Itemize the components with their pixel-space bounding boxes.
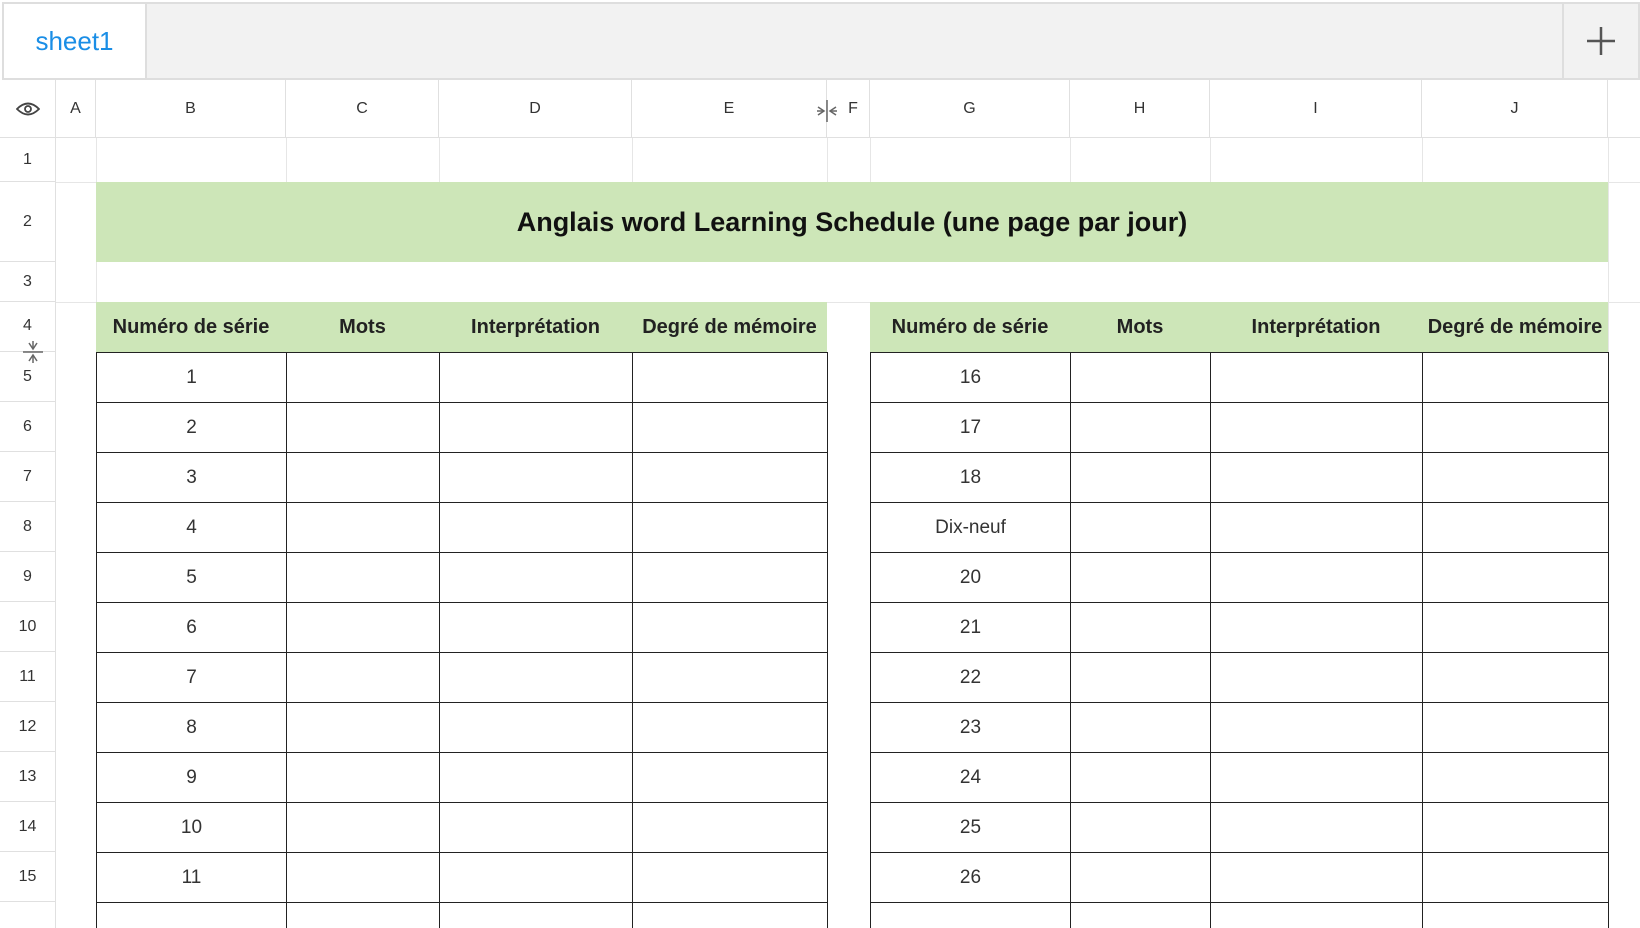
left-table-cell[interactable] [286, 702, 440, 753]
row-header-2[interactable]: 2 [0, 182, 56, 262]
left-table-cell[interactable] [286, 402, 440, 453]
left-header-interpretation: Interprétation [439, 302, 632, 352]
right-table-cell[interactable] [1070, 352, 1211, 403]
left-table-cell[interactable] [286, 752, 440, 803]
right-table-cell[interactable]: 20 [870, 552, 1071, 603]
column-header-g[interactable]: G [870, 80, 1070, 138]
left-table-cell[interactable] [286, 902, 440, 928]
left-table-cell[interactable] [439, 502, 633, 553]
right-table-cell[interactable] [1422, 802, 1609, 853]
left-header-serial: Numéro de série [96, 302, 286, 352]
row-header-12[interactable]: 12 [0, 702, 56, 752]
left-table-cell[interactable] [632, 902, 828, 928]
gridline [1422, 138, 1423, 182]
right-table-cell[interactable] [1210, 502, 1423, 553]
right-table-cell[interactable]: 22 [870, 652, 1071, 703]
column-header-a[interactable]: A [56, 80, 96, 138]
right-table-cell[interactable]: 24 [870, 752, 1071, 803]
column-resize-icon[interactable] [814, 98, 840, 124]
column-header-k[interactable] [1608, 80, 1640, 138]
right-table-cell[interactable]: 25 [870, 802, 1071, 853]
right-table-cell[interactable] [1422, 902, 1609, 928]
left-table-cell[interactable] [632, 752, 828, 803]
right-header-words: Mots [1070, 302, 1210, 352]
eye-icon[interactable] [16, 101, 40, 117]
right-table-cell[interactable] [1210, 702, 1423, 753]
column-header-d[interactable]: D [439, 80, 632, 138]
right-table-cell[interactable] [870, 902, 1071, 928]
right-table-cell[interactable] [1422, 852, 1609, 903]
left-table-cell[interactable] [286, 452, 440, 503]
left-table-cell[interactable]: 1 [96, 352, 287, 403]
left-header-words: Mots [286, 302, 439, 352]
left-table-cell[interactable]: 6 [96, 602, 287, 653]
row-header-9[interactable]: 9 [0, 552, 56, 602]
left-table-cell[interactable] [286, 852, 440, 903]
sheet-title: Anglais word Learning Schedule (une page par jour) [96, 182, 1608, 262]
left-table-cell[interactable] [632, 852, 828, 903]
left-table-cell[interactable]: 4 [96, 502, 287, 553]
left-table-cell[interactable] [439, 452, 633, 503]
left-table-cell[interactable] [632, 352, 828, 403]
left-table-cell[interactable]: 8 [96, 702, 287, 753]
column-header-e[interactable]: E [632, 80, 827, 138]
row-header-6[interactable]: 6 [0, 402, 56, 452]
left-table-cell[interactable] [439, 702, 633, 753]
right-table-cell[interactable] [1210, 602, 1423, 653]
right-table-cell[interactable] [1070, 402, 1211, 453]
left-table-cell[interactable] [439, 602, 633, 653]
left-table-cell[interactable]: 9 [96, 752, 287, 803]
gridline [439, 138, 440, 182]
left-table-cell[interactable] [632, 602, 828, 653]
right-table-cell[interactable] [1070, 652, 1211, 703]
left-table-cell[interactable] [96, 902, 287, 928]
right-table-cell[interactable] [1070, 852, 1211, 903]
left-table-cell[interactable] [286, 502, 440, 553]
right-table-cell[interactable] [1070, 902, 1211, 928]
right-table-cell[interactable] [1422, 752, 1609, 803]
left-table-cell[interactable] [632, 502, 828, 553]
left-table-cell[interactable] [286, 652, 440, 703]
gridline [286, 138, 287, 182]
row-header-11[interactable]: 11 [0, 652, 56, 702]
gridline [632, 138, 633, 182]
sheet-tab-bar [2, 2, 1640, 80]
column-header-f-label: F [848, 99, 858, 117]
right-table-cell[interactable] [1422, 652, 1609, 703]
right-table-cell[interactable]: 18 [870, 452, 1071, 503]
left-table-cell[interactable] [439, 402, 633, 453]
left-table-cell[interactable]: 3 [96, 452, 287, 503]
right-table-cell[interactable] [1210, 552, 1423, 603]
left-table-cell[interactable] [439, 852, 633, 903]
left-table-cell[interactable] [439, 652, 633, 703]
gridline [1210, 138, 1211, 182]
right-header-serial: Numéro de série [870, 302, 1070, 352]
row-header-8[interactable]: 8 [0, 502, 56, 552]
right-table-cell[interactable]: 26 [870, 852, 1071, 903]
row-header-13[interactable]: 13 [0, 752, 56, 802]
left-table-cell[interactable] [439, 352, 633, 403]
row-header-14[interactable]: 14 [0, 802, 56, 852]
right-table-cell[interactable] [1422, 552, 1609, 603]
left-table-cell[interactable] [632, 402, 828, 453]
column-header-i[interactable]: I [1210, 80, 1422, 138]
gridline [827, 138, 828, 182]
right-table-cell[interactable]: 21 [870, 602, 1071, 653]
row-header-4[interactable]: 4 [0, 302, 56, 352]
left-table-cell[interactable] [286, 552, 440, 603]
right-table-cell[interactable]: 16 [870, 352, 1071, 403]
left-table-cell[interactable]: 5 [96, 552, 287, 603]
right-header-interpretation: Interprétation [1210, 302, 1422, 352]
right-table-cell[interactable] [1210, 402, 1423, 453]
select-all-corner[interactable] [0, 80, 56, 138]
right-table-cell[interactable] [1422, 402, 1609, 453]
right-table-cell[interactable] [1422, 602, 1609, 653]
left-table-cell[interactable]: 7 [96, 652, 287, 703]
right-table-cell[interactable] [1422, 452, 1609, 503]
spreadsheet-grid[interactable] [0, 80, 1640, 928]
add-sheet-button[interactable] [1562, 4, 1638, 78]
left-table-cell[interactable] [286, 352, 440, 403]
right-table-cell[interactable]: Dix-neuf [870, 502, 1071, 553]
right-table-cell[interactable] [1422, 502, 1609, 553]
left-table-cell[interactable] [632, 652, 828, 703]
left-header-memory: Degré de mémoire [632, 302, 827, 352]
row-header-15[interactable]: 15 [0, 852, 56, 902]
right-table-cell[interactable] [1070, 752, 1211, 803]
column-header-c[interactable]: C [286, 80, 439, 138]
left-table-cell[interactable] [286, 602, 440, 653]
left-table-cell[interactable] [439, 752, 633, 803]
plus-icon [1584, 24, 1618, 58]
left-table-cell[interactable] [439, 802, 633, 853]
column-header-h[interactable]: H [1070, 80, 1210, 138]
row-header-7[interactable]: 7 [0, 452, 56, 502]
left-table-cell[interactable]: 11 [96, 852, 287, 903]
row-header-3[interactable]: 3 [0, 262, 56, 302]
right-table-cell[interactable] [1210, 452, 1423, 503]
left-table-cell[interactable] [632, 802, 828, 853]
right-table-cell[interactable]: 23 [870, 702, 1071, 753]
left-table-cell[interactable]: 10 [96, 802, 287, 853]
right-table-cell[interactable] [1210, 902, 1423, 928]
right-table-cell[interactable] [1070, 702, 1211, 753]
right-table-cell[interactable] [1210, 652, 1423, 703]
left-table-cell[interactable] [632, 552, 828, 603]
right-table-cell[interactable] [1210, 852, 1423, 903]
right-table-cell[interactable] [1210, 352, 1423, 403]
left-table-cell[interactable] [286, 802, 440, 853]
left-table-cell[interactable] [632, 702, 828, 753]
gridline [870, 138, 871, 182]
row-header-16[interactable] [0, 902, 56, 928]
right-table-cell[interactable] [1070, 502, 1211, 553]
left-table-cell[interactable] [439, 902, 633, 928]
left-table-cell[interactable] [632, 452, 828, 503]
row-header-10[interactable]: 10 [0, 602, 56, 652]
right-table-cell[interactable] [1070, 552, 1211, 603]
left-table-cell[interactable] [439, 552, 633, 603]
right-table-cell[interactable] [1422, 352, 1609, 403]
tab-label: sheet1 [35, 25, 114, 56]
row-header-1[interactable]: 1 [0, 138, 56, 182]
right-table-cell[interactable] [1070, 602, 1211, 653]
right-header-memory: Degré de mémoire [1422, 302, 1608, 352]
right-table-cell[interactable] [1070, 802, 1211, 853]
right-table-cell[interactable] [1210, 802, 1423, 853]
right-table-cell[interactable]: 17 [870, 402, 1071, 453]
right-table-cell[interactable] [1422, 702, 1609, 753]
row-header-5[interactable]: 5 [0, 352, 56, 402]
tab-sheet1[interactable] [4, 4, 147, 78]
column-header-j[interactable]: J [1422, 80, 1608, 138]
right-table-cell[interactable] [1070, 452, 1211, 503]
left-table-cell[interactable]: 2 [96, 402, 287, 453]
gridline [1070, 138, 1071, 182]
right-table-cell[interactable] [1210, 752, 1423, 803]
column-header-b[interactable]: B [96, 80, 286, 138]
